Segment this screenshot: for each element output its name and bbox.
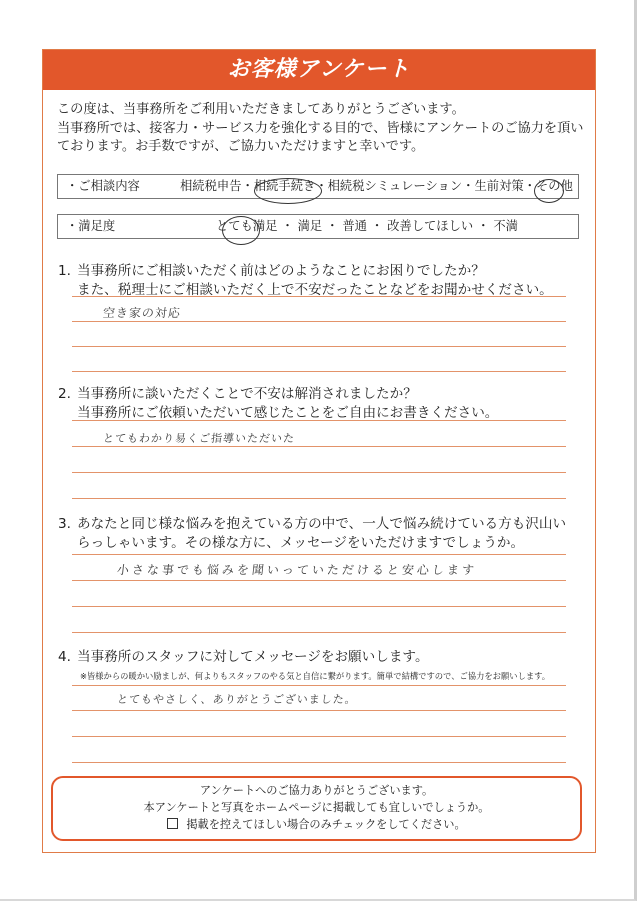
option-futsuu[interactable]: 普通 [342,219,367,233]
closing-line: アンケートへのご協力ありがとうございます。 [199,784,434,797]
question-text: また、税理士にご相談いただく上で不安だったことなどをお聞かせください。 [77,282,553,298]
answer-line [72,710,566,711]
option-souzoku-tetsuzuki[interactable]: 相続手続き [254,179,316,193]
selection-circle [534,179,564,203]
option-fuman[interactable]: 不満 [493,219,518,233]
question-2 [58,385,588,423]
question-text: 当事務所にご依頼いただいて感じたことをご自由にお書きください。 [77,405,499,421]
answer-line [72,346,566,347]
answer-line [72,321,566,322]
consultation-box [57,174,579,199]
satisfaction-label: ・満足度 [66,219,116,233]
question-text: 当事務所のスタッフに対してメッセージをお願いします。 [77,649,429,665]
question-number: 3. [58,516,71,532]
question-number: 4. [58,649,71,665]
publish-checkbox[interactable] [167,818,178,829]
selection-circle [254,178,322,204]
answer-handwriting: 空き家の対応 [102,306,182,320]
option-kaizen[interactable]: 改善してほしい [387,219,474,233]
question-4 [58,648,588,667]
answer-line [72,736,566,737]
closing-box [51,776,582,841]
intro-line: 当事務所では、接客力・サービス力を強化する目的で、皆様にアンケートのご協力を頂い [57,120,584,136]
answer-line [72,606,566,607]
consultation-label: ・ご相談内容 [66,179,140,193]
question-note: ※皆様からの暖かい励ましが、何よりもスタッフのやる気と自信に繋がります。簡単で結構ですので、ご協力をお願いします。 [80,671,551,681]
answer-line [72,498,566,499]
question-text: 当事務所に談いただくことで不安は解消されましたか？ [77,386,417,402]
question-number: 2. [58,386,71,402]
answer-line [72,554,566,555]
question-text: らっしゃいます。その様な方に、メッセージをいただけますでしょうか。 [77,535,525,551]
option-sonota[interactable]: その他 [536,179,573,193]
form-title: お客様アンケート [43,50,595,90]
option-seizen-taisaku[interactable]: 生前対策 [474,179,524,193]
form-frame [42,49,596,853]
answer-line [72,420,566,421]
question-text: あなたと同じ様な悩みを抱えている方の中で、一人で悩み続けている方も沢山い [77,516,567,532]
answer-line [72,685,566,686]
satisfaction-options: とても満足 ・ 満足 ・ 普通 ・ 改善してほしい ・ 不満 [216,215,518,238]
checkbox-label: 掲載を控えてほしい場合のみチェックをしてください。 [186,818,466,831]
intro-line: ております。お手数ですが、ご協力いただけますと幸いです。 [57,139,425,154]
answer-line [72,580,566,581]
answer-line [72,371,566,372]
question-text: 当事務所にご相談いただく前はどのようなことにお困りでしたか？ [77,263,485,279]
question-3 [58,515,588,553]
consultation-options: 相続税申告・ 相続手続き・相続税シミュレーション・生前対策・ その他 [180,175,573,198]
satisfaction-box [57,214,579,239]
selection-circle [222,216,260,245]
answer-line [72,632,566,633]
option-souzokuzei-shinkoku[interactable]: 相続税申告 [180,179,242,193]
answer-handwriting: とてもわかり易くご指導いただいた [102,432,296,445]
question-number: 1. [58,263,71,279]
closing-line: 本アンケートと写真をホームページに掲載しても宜しいでしょうか。 [143,801,490,814]
intro-line: この度は、当事務所をご利用いただきましてありがとうございます。 [57,102,465,117]
intro-text [57,101,592,157]
answer-line [72,472,566,473]
answer-line [72,762,566,763]
option-simulation[interactable]: 相続税シミュレーション [327,179,463,193]
publish-opt-out [53,816,580,833]
answer-handwriting: とてもやさしく、ありがとうございました。 [116,693,358,706]
answer-line [72,296,566,297]
answer-handwriting: 小さな事でも悩みを聞いっていただけると安心します [116,563,478,577]
question-1 [58,262,588,300]
answer-line [72,446,566,447]
option-totemo-manzoku[interactable]: とても満足 [216,219,278,233]
option-manzoku[interactable]: 満足 [297,219,323,233]
